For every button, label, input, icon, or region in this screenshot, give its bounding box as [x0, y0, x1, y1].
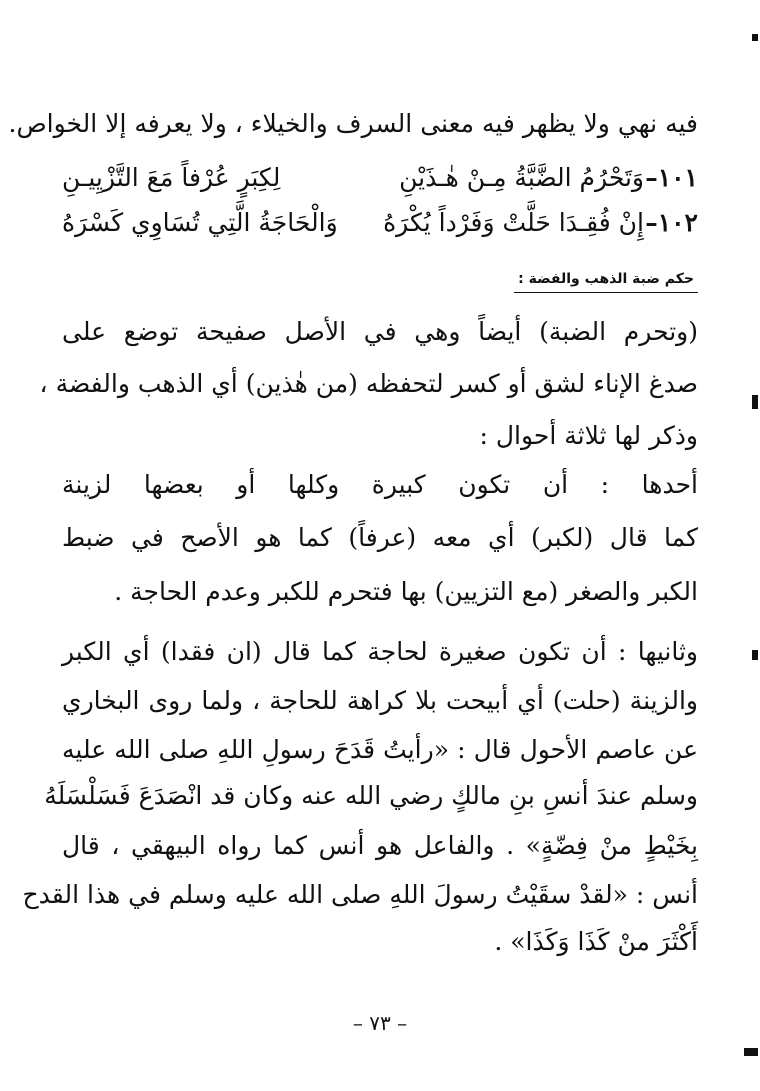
verse-second-half: لِكِبَرٍ عُرْفاً مَعَ التَّزْيِيـنِ: [62, 163, 281, 192]
scan-edge-mark: [752, 650, 758, 660]
paragraph-line: أنس : «لقدْ سقَيْتُ رسولَ اللهِ صلى الله عليه وسلم في هذا القدح: [22, 880, 698, 909]
paragraph-line: (وتحرم الضبة) أيضاً وهي في الأصل صفيحة توضع على: [62, 317, 698, 346]
paragraph-line: عن عاصم الأحول قال : «رأيتُ قَدَحَ رسولِ اللهِ صلى الله عليه: [62, 735, 698, 764]
paragraph-line: وذكر لها ثلاثة أحوال :: [479, 421, 698, 450]
paragraph-line: والزينة (حلت) أي أبيحت بلا كراهة للحاجة ، ولما روى البخاري: [62, 686, 698, 715]
verse-second-half: وَالْحَاجَةُ الَّتِي تُسَاوِي كَسْرَهُ: [62, 208, 338, 237]
intro-line: فيه نهي ولا يظهر فيه معنى السرف والخيلاء ، ولا يعرفه إلا الخواص.: [8, 109, 698, 138]
section-heading: حكم ضبة الذهب والفضة :: [514, 268, 698, 293]
paragraph-line: صدغ الإناء لشق أو كسر لتحفظه (من هٰذين) أي الذهب والفضة ،: [39, 369, 698, 398]
scan-edge-mark: [744, 1048, 758, 1056]
paragraph-line: بِخَيْطٍ منْ فِضّةٍ» . والفاعل هو أنس كما رواه البيهقي ، قال: [62, 831, 698, 860]
paragraph-line: وسلم عندَ أنسِ بنِ مالكٍ رضي الله عنه وكان قد انْصَدَعَ فَسَلْسَلَهُ: [44, 781, 698, 810]
paragraph-line: كما قال (لكبر) أي معه (عرفاً) كما هو الأصح في ضبط: [62, 523, 698, 552]
verse-number: ١٠١–: [645, 163, 698, 192]
verse-first-half: وَتَحْرُمُ الضَّبَّةُ مِـنْ هٰـذَيْنِ: [399, 163, 644, 192]
paragraph-line: أَكْثَرَ منْ كَذَا وَكَذَا» .: [494, 927, 698, 956]
scan-edge-mark: [752, 395, 758, 409]
verse-first-half: إِنْ فُقِـدَا حَلَّتْ وَفَرْداً يُكْرَهُ: [383, 208, 644, 237]
verse-number: ١٠٢–: [645, 208, 698, 237]
paragraph-line: الكبر والصغر (مع التزيين) بها فتحرم للكبر وعدم الحاجة .: [114, 577, 698, 606]
page-number: – ٧٣ –: [352, 1011, 408, 1035]
paragraph-line: وثانيها : أن تكون صغيرة لحاجة كما قال (ان فقدا) أي الكبر: [62, 637, 699, 666]
scan-edge-mark: [752, 34, 758, 41]
paragraph-line: أحدها : أن تكون كبيرة وكلها أو بعضها لزينة: [62, 470, 698, 499]
